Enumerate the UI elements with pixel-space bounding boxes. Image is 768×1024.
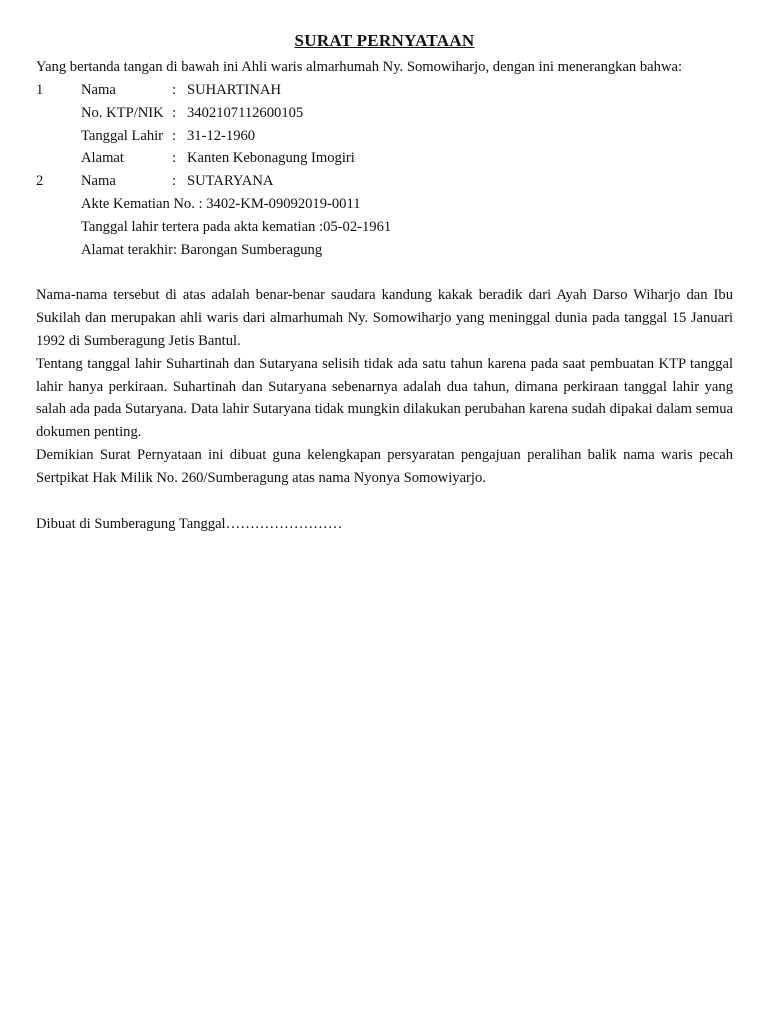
person2-name-label: Nama xyxy=(81,173,116,190)
person1-address-value: Kanten Kebonagung Imogiri xyxy=(187,150,355,167)
colon: : xyxy=(172,150,177,167)
person2-address-row xyxy=(36,239,733,262)
colon: : xyxy=(172,82,177,98)
person1-name-row xyxy=(36,79,733,102)
document-page xyxy=(36,30,733,535)
document-title: SURAT PERNYATAAN xyxy=(294,31,475,50)
paragraph-siblings: Nama-nama tersebut di atas adalah benar-benar saudara kandung kakak beradik dari Ayah Darso Wiharjo dan Ibu Sukilah dan merupakan ahli waris dari almarhumah Ny. Somowiharjo yang meninggal dunia pada tanggal 15 Januari 1992 di Sumberagung Jetis Bantul. xyxy=(36,287,733,349)
person1-dob-row xyxy=(36,125,733,148)
person1-address-row xyxy=(36,147,733,170)
person1-ktp-value: 3402107112600105 xyxy=(187,104,304,121)
colon: : xyxy=(172,104,177,121)
person2-death-cert-row xyxy=(36,193,733,216)
person1-address-label: Alamat xyxy=(81,150,124,167)
person2-dob-line: Tanggal lahir tertera pada akta kematian :05-02-1961 xyxy=(81,218,392,235)
intro-text: Yang bertanda tangan di bawah ini Ahli waris almarhumah Ny. Somowiharjo, dengan ini menerangkan bahwa: xyxy=(36,59,683,75)
colon: : xyxy=(172,173,177,190)
paragraph-purpose: Demikian Surat Pernyataan ini dibuat guna kelengkapan persyaratan pengajuan peralihan balik nama waris pecah Sertpikat Hak Milik No. 260/Sumberagung atas nama Nyonya Somowiyarjo. xyxy=(36,446,733,486)
person1-ktp-row xyxy=(36,102,733,125)
person1-number: 1 xyxy=(36,82,44,98)
person2-name-value: SUTARYANA xyxy=(187,173,274,190)
spacer xyxy=(36,261,733,284)
person1-name-label: Nama xyxy=(81,82,116,98)
person2-number: 2 xyxy=(36,173,44,190)
person2-dob-row xyxy=(36,216,733,239)
person1-ktp-label: No. KTP/NIK xyxy=(81,104,164,121)
person2-name-row xyxy=(36,170,733,193)
closing-line: Dibuat di Sumberagung Tanggal…………………… xyxy=(36,515,343,532)
colon: : xyxy=(172,127,177,144)
paragraph-birthdate: Tentang tanggal lahir Suhartinah dan Sutaryana selisih tidak ada satu tahun karena pada saat pembuatan KTP tanggal lahir hanya perkiraan. Suhartinah dan Sutaryana sebenarnya adalah dua tahun, dimana perkiraan tanggal lahir yang salah ada pada Sutaryana. Data lahir Sutaryana tidak mungkin dilakukan perubahan karena sudah dipakai dalam semua dokumen penting. xyxy=(36,355,733,441)
person2-death-cert-line: Akte Kematian No. : 3402-KM-09092019-0011 xyxy=(81,195,361,212)
person2-address-line: Alamat terakhir: Barongan Sumberagung xyxy=(81,241,323,258)
person1-dob-value: 31-12-1960 xyxy=(187,127,256,144)
person1-name-value: SUHARTINAH xyxy=(187,82,281,98)
person1-dob-label: Tanggal Lahir xyxy=(81,127,164,144)
